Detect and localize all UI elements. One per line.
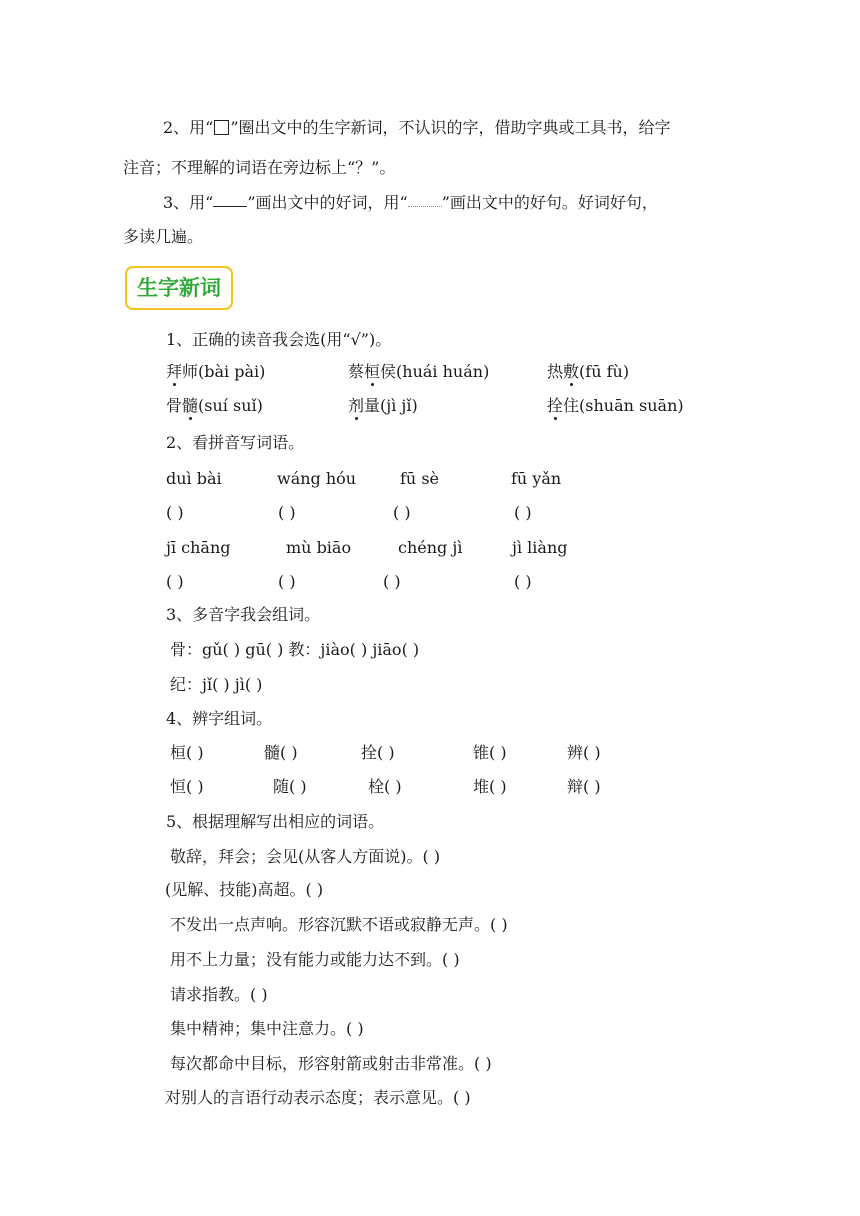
q5-item: 不发出一点声响。形容沉默不语或寂静无声。( )	[170, 915, 508, 934]
q3-line: 纪：jǐ( ) jì( )	[170, 675, 263, 694]
q5-item: 集中精神；集中注意力。( )	[170, 1019, 364, 1038]
instruction-2	[163, 120, 671, 136]
q5-item: 每次都命中目标，形容射箭或射击非常准。( )	[170, 1054, 492, 1073]
instruction-3-part-c: ”画出文中的好句。好词好句，	[441, 193, 658, 212]
q5-item: 用不上力量；没有能力或能力达不到。( )	[170, 950, 460, 969]
q4-item: 辩( )	[567, 777, 601, 796]
q1-item: 拜师(bài pài)	[166, 362, 266, 381]
q1-title: 1、正确的读音我会选(用“√”)。	[166, 330, 392, 349]
q4-item: 栓( )	[368, 777, 402, 796]
q2-title: 2、看拼音写词语。	[166, 433, 305, 452]
pinyin: fū yǎn	[511, 469, 562, 488]
q3-line: 骨：gǔ( ) gū( ) 教：jiào( ) jiāo( )	[170, 640, 420, 659]
box-icon	[214, 120, 229, 135]
q1-item: 热敷(fū fù)	[547, 362, 630, 381]
answer-blank[interactable]: ( )	[278, 503, 296, 522]
answer-blank[interactable]: ( )	[166, 503, 184, 522]
instruction-2-cont: 注音；不理解的词语在旁边标上“？”。	[123, 158, 396, 177]
q5-item: 敬辞，拜会；会见(从客人方面说)。( )	[170, 847, 441, 866]
pinyin: fū sè	[400, 469, 439, 488]
q1-item: 拴住(shuān suān)	[547, 396, 684, 415]
wavy-underline-icon	[408, 194, 442, 207]
q1-item: 剂量(jì jǐ)	[348, 396, 418, 415]
q5-item: (见解、技能)高超。( )	[165, 880, 324, 899]
section-title: 生字新词	[125, 266, 233, 310]
solid-underline-icon	[213, 194, 247, 207]
pinyin: duì bài	[166, 469, 222, 488]
q1-item: 蔡桓侯(huái huán)	[348, 362, 490, 381]
answer-blank[interactable]: ( )	[278, 572, 296, 591]
pinyin: chéng jì	[398, 538, 463, 557]
answer-blank[interactable]: ( )	[383, 572, 401, 591]
q4-item: 锥( )	[473, 743, 507, 762]
instruction-3-part-b: ”画出文中的好词，用“	[247, 193, 408, 212]
answer-blank[interactable]: ( )	[514, 503, 532, 522]
q4-item: 髓( )	[264, 743, 298, 762]
answer-blank[interactable]: ( )	[166, 572, 184, 591]
q4-item: 桓( )	[170, 743, 204, 762]
q5-item: 请求指教。( )	[170, 985, 268, 1004]
instruction-3-cont: 多读几遍。	[123, 227, 204, 246]
instruction-3	[163, 194, 658, 211]
q5-title: 5、根据理解写出相应的词语。	[166, 812, 385, 831]
instruction-2-part-b: ”圈出文中的生字新词，不认识的字，借助字典或工具书，给字	[230, 118, 671, 137]
pinyin: mù biāo	[286, 538, 352, 557]
pinyin: jì liàng	[512, 538, 568, 557]
q4-item: 恒( )	[170, 777, 204, 796]
answer-blank[interactable]: ( )	[514, 572, 532, 591]
q4-title: 4、辨字组词。	[166, 709, 273, 728]
q4-item: 堆( )	[473, 777, 507, 796]
instruction-3-part-a: 3、用“	[163, 193, 214, 212]
q4-item: 拴( )	[361, 743, 395, 762]
instruction-2-part-a: 2、用“	[163, 118, 214, 137]
q4-item: 辨( )	[567, 743, 601, 762]
pinyin: jī chāng	[166, 538, 231, 557]
q1-item: 骨髓(suí suǐ)	[166, 396, 263, 415]
answer-blank[interactable]: ( )	[393, 503, 411, 522]
q3-title: 3、多音字我会组词。	[166, 605, 321, 624]
q4-item: 随( )	[273, 777, 307, 796]
q5-item: 对别人的言语行动表示态度；表示意见。( )	[165, 1088, 471, 1107]
pinyin: wáng hóu	[277, 469, 357, 488]
